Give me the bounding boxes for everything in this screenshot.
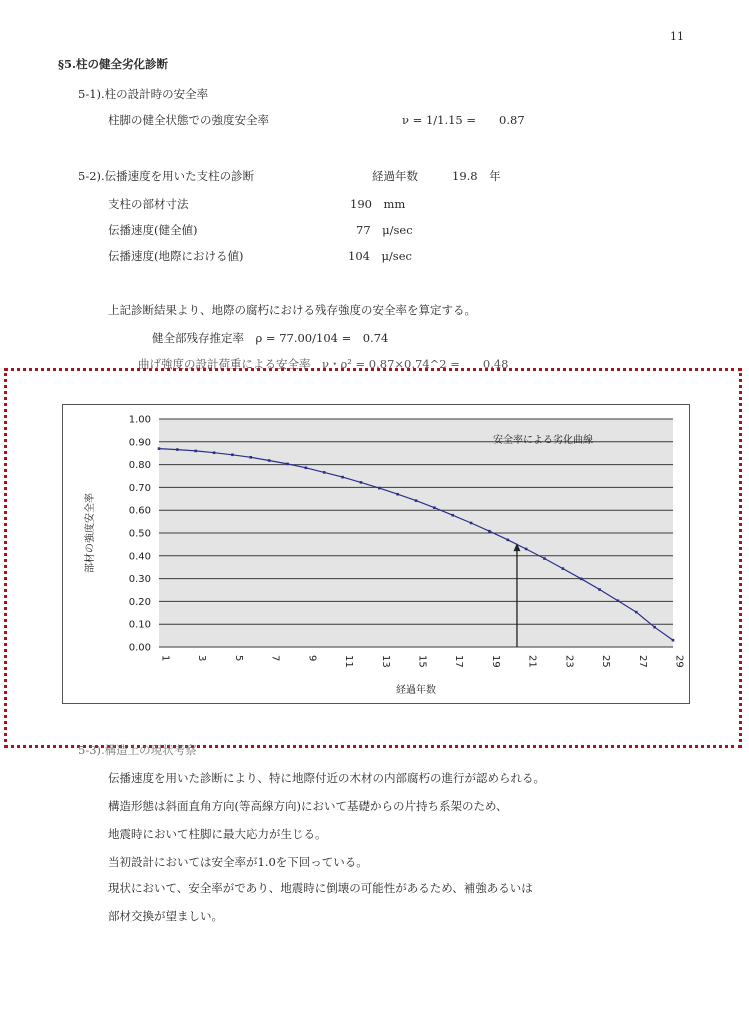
design-safety-label: 柱脚の健全状態での強度安全率 (108, 113, 269, 127)
y-tick-label: 0.60 (128, 505, 151, 517)
y-tick-label: 0.00 (128, 642, 151, 654)
x-tick-label: 19 (489, 655, 501, 668)
highlight-frame (4, 368, 742, 748)
x-tick-label: 13 (379, 655, 391, 668)
x-tick-label: 17 (453, 655, 465, 668)
x-tick-label: 29 (673, 655, 685, 668)
x-tick-label: 27 (636, 655, 648, 668)
y-axis-label: 部材の強度安全率 (85, 493, 96, 573)
y-tick-label: 0.90 (128, 437, 151, 449)
velocity-sound-value: 77 μ/sec (356, 223, 413, 237)
x-tick-label: 21 (526, 655, 538, 668)
observation-line: 部材交換が望ましい。 (108, 909, 223, 923)
x-tick-label: 7 (269, 655, 281, 662)
x-tick-label: 9 (306, 655, 318, 662)
y-tick-label: 0.20 (128, 596, 151, 608)
y-tick-label: 0.30 (128, 574, 151, 586)
x-tick-label: 23 (563, 655, 575, 668)
x-tick-label: 25 (600, 655, 612, 668)
elapsed-years-label: 経過年数 (372, 169, 418, 183)
x-tick-label: 11 (343, 655, 355, 668)
residual-ratio-line: 健全部残存推定率 ρ = 77.00/104 = 0.74 (152, 331, 389, 345)
partial-safety-line: 曲げ強度の設計荷重による安全率 ν・ρ² = 0.87×0.74^2 = 0.48 (138, 357, 509, 371)
page-number: 11 (670, 30, 684, 43)
velocity-sound-label: 伝播速度(健全値) (108, 223, 198, 237)
velocity-ground-value: 104 μ/sec (348, 249, 412, 263)
x-axis-label: 経過年数 (396, 685, 436, 696)
design-safety-value: ν = 1/1.15 = 0.87 (402, 113, 525, 127)
y-tick-label: 0.40 (128, 551, 151, 563)
x-tick-label: 1 (159, 655, 171, 662)
y-tick-label: 1.00 (128, 414, 151, 426)
observation-line: 構造形態は斜面直角方向(等高線方向)において基礎からの片持ち系架のため、 (108, 799, 508, 813)
y-tick-label: 0.70 (128, 482, 151, 494)
analysis-note: 上記診断結果より、地際の腐朽における残存強度の安全率を算定する。 (108, 303, 476, 317)
x-tick-label: 3 (196, 655, 208, 662)
chart-title: 安全率による劣化曲線 (493, 435, 593, 446)
y-tick-label: 0.50 (128, 528, 151, 540)
member-size-label: 支柱の部材寸法 (108, 197, 189, 211)
observation-line: 伝播速度を用いた診断により、特に地際付近の木材の内部腐朽の進行が認められる。 (108, 771, 545, 785)
observation-line: 現状において、安全率がであり、地震時に倒壊の可能性があるため、補強あるいは (108, 881, 533, 895)
y-tick-label: 0.10 (128, 619, 151, 631)
subsection-heading-5-1: 5-1).柱の設計時の安全率 (78, 87, 209, 101)
observation-line: 当初設計においては安全率が1.0を下回っている。 (108, 855, 368, 869)
member-size-value: 190 mm (350, 197, 406, 211)
x-tick-label: 5 (232, 655, 244, 662)
subsection-heading-5-3: 5-3).構造上の現状考察 (78, 743, 197, 757)
section-title: §5.柱の健全劣化診断 (58, 57, 169, 71)
subsection-heading-5-2: 5-2).伝播速度を用いた支柱の診断 (78, 169, 255, 183)
observation-line: 地震時において柱脚に最大応力が生じる。 (108, 827, 327, 841)
elapsed-years-value: 19.8 年 (452, 169, 501, 183)
velocity-ground-label: 伝播速度(地際における値) (108, 249, 244, 263)
x-tick-label: 15 (416, 655, 428, 668)
y-tick-label: 0.80 (128, 460, 151, 472)
